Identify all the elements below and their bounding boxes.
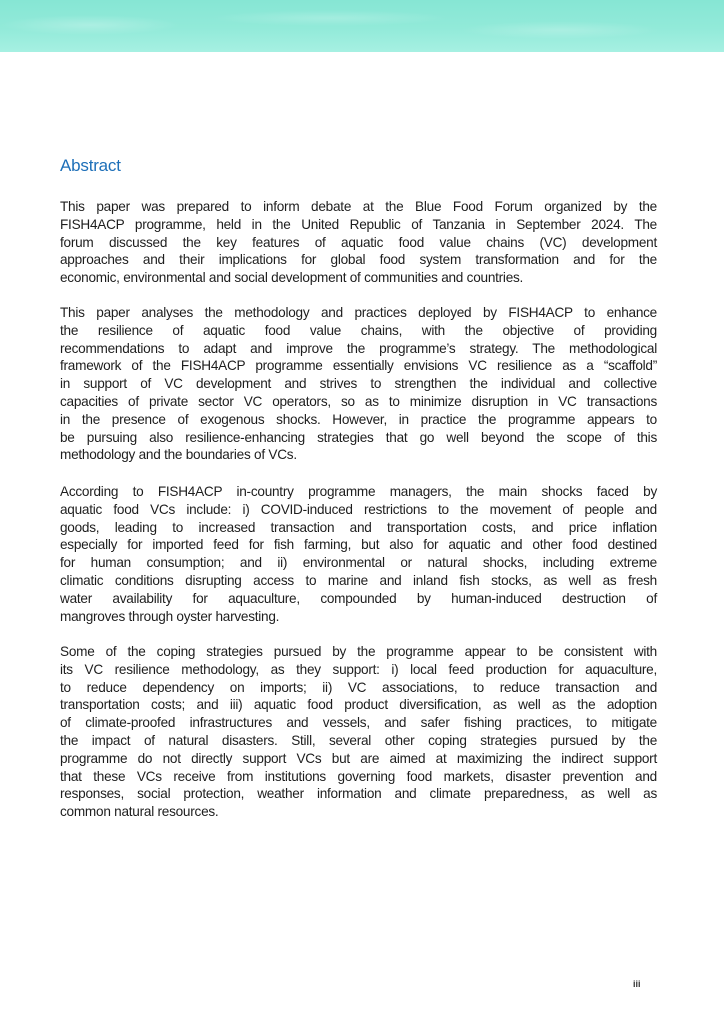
abstract-paragraph-3	[60, 483, 657, 625]
abstract-paragraph-4	[60, 643, 657, 821]
text-line: framework of the FISH4ACP programme essentially envisions VC resilience as a “scaffold”	[60, 358, 657, 374]
text-line: common natural resources.	[60, 804, 219, 820]
text-line: recommendations to adapt and improve the programme’s strategy. The methodological	[60, 340, 657, 356]
text-line: climatic conditions disrupting access to marine and inland fish stocks, as well as fresh	[60, 572, 657, 588]
text-line: This paper analyses the methodology and practices deployed by FISH4ACP to enhance	[60, 305, 657, 320]
text-line: the resilience of aquatic food value chains, with the objective of providing	[60, 322, 657, 338]
text-line: goods, leading to increased transaction and transportation costs, and price inflation	[60, 519, 657, 535]
text-line: its VC resilience methodology, as they support: i) local feed production for aquaculture,	[60, 661, 657, 677]
text-line: in the presence of exogenous shocks. However, in practice the programme appears to	[60, 411, 657, 427]
page-number: iii	[633, 979, 641, 989]
text-line: methodology and the boundaries of VCs.	[60, 447, 297, 463]
text-line: mangroves through oyster harvesting.	[60, 608, 280, 624]
text-line: programme do not directly support VCs but are aimed at maximizing the indirect support	[60, 750, 657, 766]
abstract-paragraph-2	[60, 304, 657, 464]
text-line: transportation costs; and iii) aquatic food product diversification, as well as the adoption	[60, 697, 657, 713]
text-line: the impact of natural disasters. Still, several other coping strategies pursued by the	[60, 732, 657, 748]
text-line: This paper was prepared to inform debate at the Blue Food Forum organized by the	[60, 199, 657, 214]
text-line: be pursuing also resilience-enhancing strategies that go well beyond the scope of this	[60, 429, 657, 445]
text-line: forum discussed the key features of aquatic food value chains (VC) development	[60, 234, 657, 250]
text-line: that these VCs receive from institutions governing food markets, disaster prevention and	[60, 768, 657, 784]
abstract-paragraph-1	[60, 198, 657, 287]
text-line: approaches and their implications for global food system transformation and for the	[60, 252, 657, 268]
section-heading-abstract: Abstract	[60, 156, 121, 175]
text-line: responses, social protection, weather information and climate preparedness, as well as	[60, 786, 657, 802]
text-line: of climate-proofed infrastructures and vessels, and safer fishing practices, to mitigate	[60, 715, 657, 731]
text-line: to reduce dependency on imports; ii) VC associations, to reduce transaction and	[60, 679, 657, 695]
text-line: aquatic food VCs include: i) COVID-induced restrictions to the movement of people and	[60, 501, 657, 517]
text-line: FISH4ACP programme, held in the United Republic of Tanzania in September 2024. The	[60, 216, 657, 232]
text-line: water availability for aquaculture, compounded by human-induced destruction of	[60, 590, 657, 606]
text-line: for human consumption; and ii) environmental or natural shocks, including extreme	[60, 555, 657, 571]
text-line: especially for imported feed for fish farming, but also for aquatic and other food destined	[60, 537, 657, 553]
text-line: Some of the coping strategies pursued by the programme appear to be consistent with	[60, 644, 657, 659]
header-banner-water-image	[0, 0, 724, 52]
text-line: capacities of private sector VC operators, so as to minimize disruption in VC transactions	[60, 393, 657, 409]
text-line: in support of VC development and strives to strengthen the individual and collective	[60, 376, 657, 392]
text-line: According to FISH4ACP in-country programme managers, the main shocks faced by	[60, 484, 657, 499]
text-line: economic, environmental and social development of communities and countries.	[60, 270, 524, 286]
